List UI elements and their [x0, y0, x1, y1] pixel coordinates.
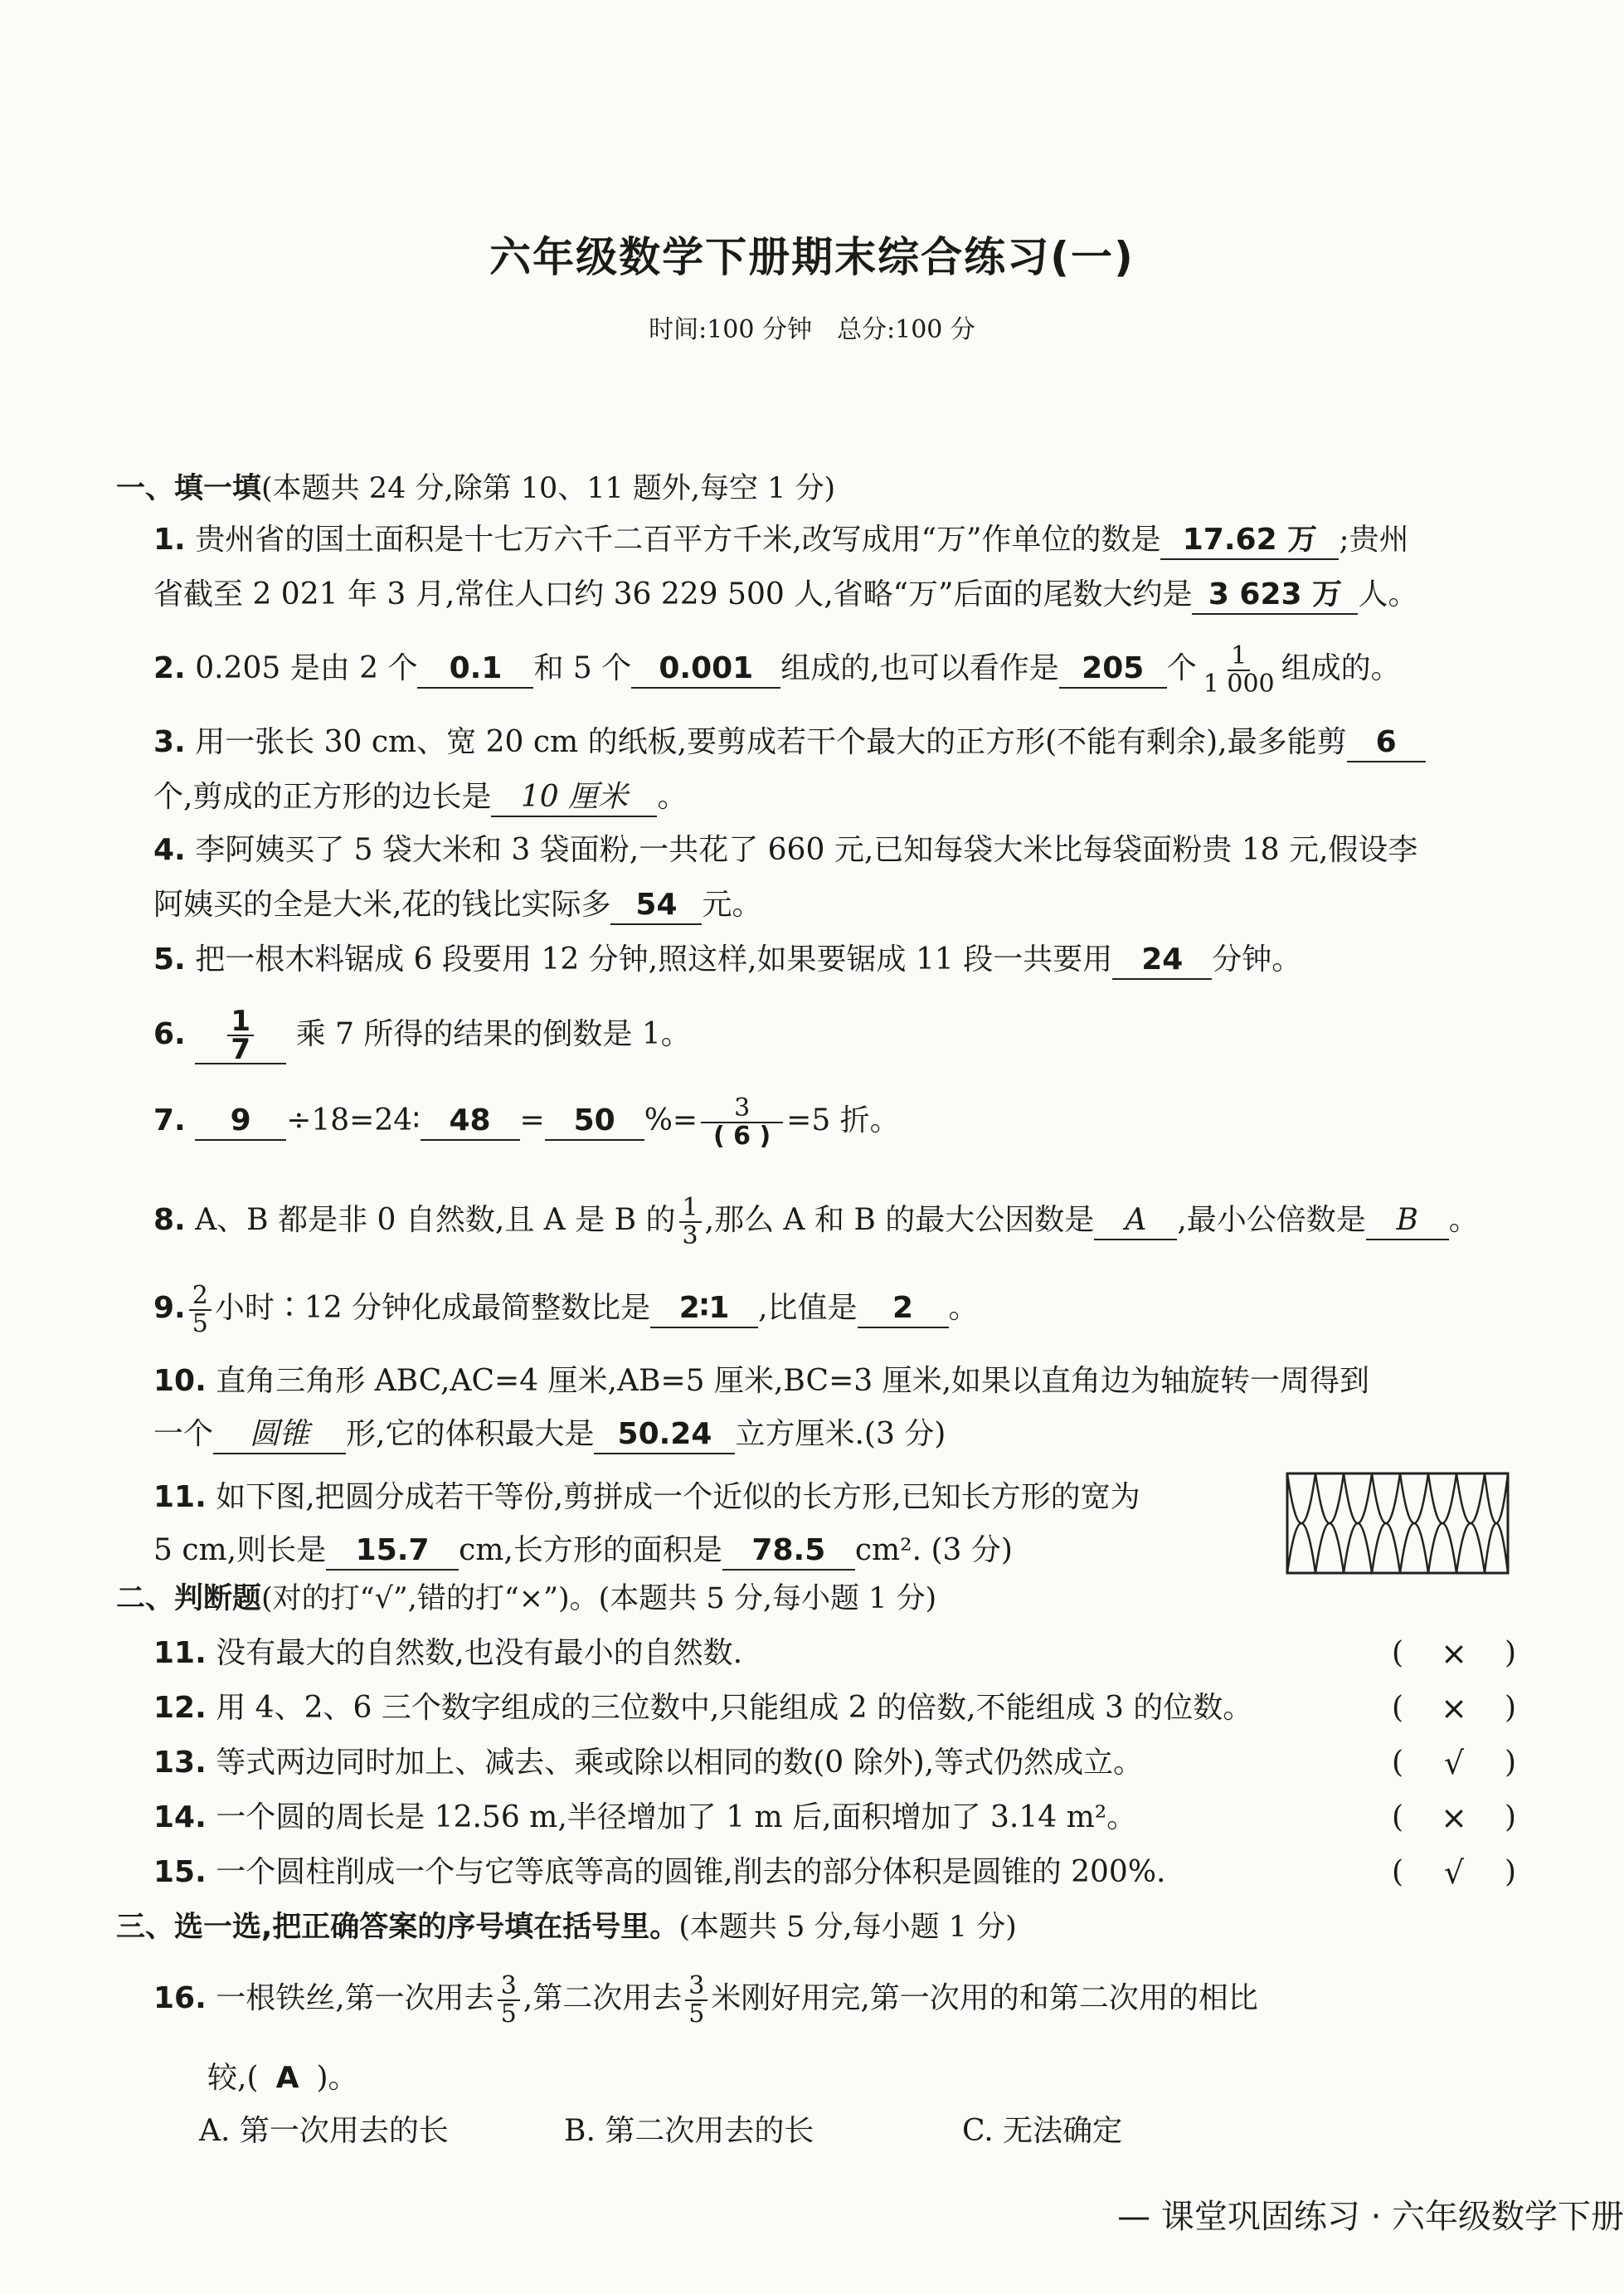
answer-blank	[195, 1005, 286, 1066]
question-text: 5 cm,则长是	[153, 1533, 327, 1567]
judge-mark: ×	[1441, 1635, 1467, 1672]
answer-blank: 2	[858, 1290, 949, 1328]
judge-mark: ×	[1441, 1690, 1467, 1727]
fraction-numerator: 1	[227, 1008, 254, 1036]
question-number: 15.	[153, 1855, 207, 1889]
answer-blank: 78.5	[722, 1532, 855, 1571]
question-number: 13.	[153, 1746, 207, 1780]
question-number: 3.	[153, 725, 186, 759]
section-1-note: (本题共 24 分,除第 10、11 题外,每空 1 分)	[261, 472, 836, 505]
question-text: 一个圆柱削成一个与它等底等高的圆锥,削去的部分体积是圆锥的 200%.	[216, 1855, 1166, 1889]
question-text: 个,剪成的正方形的边长是	[153, 780, 492, 814]
question-text: 等式两边同时加上、减去、乘或除以相同的数(0 除外),等式仍然成立。	[216, 1746, 1144, 1780]
question-number: 11.	[153, 1636, 207, 1670]
judge-answer-box: ( × )	[1392, 1684, 1516, 1732]
question-number: 5.	[153, 942, 186, 977]
section-1-heading: 一、填一填	[116, 472, 262, 505]
question-text: 元。	[702, 888, 762, 922]
page-footer: — 课堂巩固练习 · 六年级数学下册	[1117, 2198, 1624, 2236]
question-text: 组成的。	[1281, 651, 1401, 685]
fraction	[1200, 643, 1278, 698]
fraction-denominator: 5	[688, 1999, 705, 2029]
judge-item	[153, 1629, 1508, 1678]
fraction-denominator: ( 6 )	[713, 1122, 771, 1151]
section-2-header	[116, 1575, 1508, 1623]
option-b: B. 第二次用去的长	[564, 2114, 814, 2148]
choice-answer: A	[275, 2061, 299, 2095]
question-3-line-2	[153, 773, 1508, 821]
question-text: 用一张长 30 cm、宽 20 cm 的纸板,要剪成若干个最大的正方形(不能有剩余),最多能剪	[195, 725, 1347, 759]
question-number: 2.	[153, 651, 186, 685]
question-text: 分钟。	[1212, 942, 1302, 977]
question-text: 立方厘米.(3 分)	[735, 1417, 946, 1451]
answer-blank: 3 623 万	[1192, 577, 1358, 615]
question-text: =5 折。	[786, 1103, 900, 1137]
question-text: 一根铁丝,第一次用去	[216, 1981, 494, 2015]
question-10-line-1	[153, 1357, 1508, 1405]
question-16-line-1	[153, 1973, 1508, 2028]
option-c: C. 无法确定	[962, 2114, 1123, 2148]
judge-item	[153, 1739, 1508, 1787]
judge-mark: √	[1443, 1854, 1465, 1891]
fraction-numerator: 3	[701, 1095, 783, 1123]
question-number: 1.	[153, 523, 186, 557]
question-2	[153, 643, 1508, 698]
question-16-line-2	[207, 2054, 1508, 2102]
question-11-line-2	[153, 1527, 1276, 1575]
question-text: 省截至 2 021 年 3 月,常住人口约 36 229 500 人,省略“万”后面的尾数大约是	[153, 577, 1193, 611]
question-1-line-1	[153, 516, 1508, 564]
fraction	[679, 1195, 702, 1249]
question-text: ,第二次用去	[523, 1981, 683, 2015]
fraction	[701, 1095, 783, 1150]
question-11-line-1	[153, 1473, 1276, 1522]
question-10-line-2	[153, 1410, 1508, 1459]
section-3-header	[116, 1903, 1508, 1951]
fraction	[498, 1973, 520, 2028]
question-text: A、B 都是非 0 自然数,且 A 是 B 的	[195, 1203, 676, 1237]
question-number: 8.	[153, 1203, 186, 1237]
section-2-note: (对的打“√”,错的打“×”)。(本题共 5 分,每小题 1 分)	[261, 1582, 937, 1615]
question-text: 组成的,也可以看作是	[780, 651, 1059, 685]
answer-blank: 54	[610, 887, 702, 925]
question-number: 6.	[153, 1017, 186, 1051]
question-5	[153, 936, 1508, 984]
fraction-denominator: 5	[500, 1999, 517, 2029]
question-number: 14.	[153, 1800, 207, 1834]
fraction-numerator: 3	[498, 1973, 520, 2001]
question-number: 12.	[153, 1691, 207, 1725]
fraction-numerator: 1	[679, 1195, 702, 1223]
question-text: 较,(	[207, 2061, 259, 2095]
question-text: %=	[644, 1103, 698, 1137]
question-text: 米刚好用完,第一次用的和第二次用的相比	[711, 1981, 1258, 2015]
question-3-line-1	[153, 718, 1508, 767]
page-title: 六年级数学下册期末综合练习(一)	[489, 233, 1135, 281]
answer-blank: 48	[421, 1103, 520, 1141]
question-text: cm². (3 分)	[854, 1533, 1013, 1567]
section-1-header	[116, 465, 1508, 513]
question-text: 没有最大的自然数,也没有最小的自然数.	[216, 1636, 743, 1670]
question-text: 直角三角形 ABC,AC=4 厘米,AB=5 厘米,BC=3 厘米,如果以直角边为轴旋转一周得到	[216, 1364, 1370, 1398]
question-text: 一个圆的周长是 12.56 m,半径增加了 1 m 后,面积增加了 3.14 m²。	[216, 1800, 1137, 1834]
question-text: 贵州省的国土面积是十七万六千二百平方千米,改写成用“万”作单位的数是	[195, 523, 1161, 557]
question-number: 9.	[153, 1291, 186, 1325]
circle-rearranged-rectangle-figure	[1284, 1470, 1511, 1576]
question-text: 用 4、2、6 三个数字组成的三位数中,只能组成 2 的倍数,不能组成 3 的位数。	[216, 1691, 1253, 1725]
question-text: 形,它的体积最大是	[346, 1417, 595, 1451]
question-9	[153, 1283, 1508, 1337]
judge-mark: ×	[1441, 1800, 1467, 1836]
answer-blank: 24	[1112, 942, 1212, 980]
question-text: )。	[316, 2061, 358, 2095]
question-text: 。	[1448, 1203, 1479, 1237]
question-text: ,那么 A 和 B 的最大公因数是	[704, 1203, 1095, 1237]
answer-blank: 9	[195, 1103, 286, 1141]
question-text: 人。	[1358, 577, 1418, 611]
fraction-denominator: 3	[682, 1221, 698, 1250]
question-text: cm,长方形的面积是	[459, 1533, 722, 1567]
question-text: 。	[657, 780, 688, 814]
question-8	[153, 1195, 1508, 1249]
fraction-numerator: 3	[685, 1973, 707, 2001]
fraction	[685, 1973, 707, 2028]
question-text: 阿姨买的全是大米,花的钱比实际多	[153, 888, 611, 922]
fraction-numerator: 2	[189, 1283, 212, 1311]
question-text: 小时∶12 分钟化成最简整数比是	[214, 1291, 651, 1325]
fraction-numerator: 1	[1228, 643, 1250, 671]
fraction-denominator: 1 000	[1203, 670, 1275, 699]
question-text: ÷18=24∶	[286, 1103, 421, 1137]
option-a: A. 第一次用去的长	[199, 2114, 449, 2148]
question-text: 李阿姨买了 5 袋大米和 3 袋面粉,一共花了 660 元,已知每袋大米比每袋面粉贵 18 元,假设李	[195, 833, 1418, 867]
question-4-line-2	[153, 881, 1508, 929]
question-number: 11.	[153, 1480, 207, 1514]
answer-blank: 15.7	[326, 1532, 459, 1571]
answer-blank: 50	[545, 1103, 644, 1141]
question-6	[153, 1005, 1508, 1066]
answer-blank: 205	[1059, 650, 1167, 689]
question-number: 7.	[153, 1103, 186, 1137]
question-1-line-2	[153, 571, 1508, 619]
answer-blank: 圆锥	[213, 1416, 346, 1454]
judge-item	[153, 1794, 1508, 1842]
section-3-heading: 三、选一选,把正确答案的序号填在括号里。	[116, 1911, 679, 1944]
fraction	[189, 1283, 212, 1337]
question-text: 乘 7 所得的结果的倒数是 1。	[295, 1017, 691, 1051]
judge-answer-box: ( √ )	[1392, 1848, 1516, 1897]
question-text: ,最小公倍数是	[1177, 1203, 1366, 1237]
question-4-line-1	[153, 826, 1508, 874]
judge-mark: √	[1443, 1745, 1465, 1781]
answer-blank: 6	[1347, 724, 1426, 762]
question-text: ,比值是	[758, 1291, 858, 1325]
question-text: =	[519, 1103, 545, 1137]
question-number: 4.	[153, 833, 186, 867]
fraction-denominator: 7	[231, 1033, 251, 1066]
section-2-heading: 二、判断题	[116, 1582, 262, 1615]
page-subtitle: 时间:100 分钟 总分:100 分	[649, 315, 975, 344]
section-3-note: (本题共 5 分,每小题 1 分)	[678, 1911, 1017, 1944]
answer-blank: 0.001	[631, 650, 780, 689]
answer-blank: 2∶1	[650, 1290, 758, 1328]
question-text: 如下图,把圆分成若干等份,剪拼成一个近似的长方形,已知长方形的宽为	[216, 1480, 1140, 1514]
fraction	[227, 1005, 254, 1066]
judge-answer-box: ( × )	[1392, 1794, 1516, 1842]
fraction-denominator: 5	[192, 1309, 208, 1338]
question-7	[153, 1095, 1508, 1150]
judge-answer-box: ( × )	[1392, 1629, 1516, 1678]
question-text: 把一根木料锯成 6 段要用 12 分钟,照这样,如果要锯成 11 段一共要用	[195, 942, 1113, 977]
judge-answer-box: ( √ )	[1392, 1739, 1516, 1787]
question-text: 。	[948, 1291, 979, 1325]
question-text: 0.205 是由 2 个	[195, 651, 418, 685]
answer-blank: 0.1	[417, 650, 533, 689]
answer-blank: A	[1094, 1202, 1177, 1240]
question-number: 16.	[153, 1981, 207, 2015]
answer-blank: 10 厘米	[491, 779, 657, 817]
judge-item	[153, 1848, 1508, 1897]
answer-blank: 17.62 万	[1160, 522, 1339, 560]
question-text: 一个	[153, 1417, 214, 1451]
question-text: 和 5 个	[533, 651, 632, 685]
judge-item	[153, 1684, 1508, 1732]
answer-blank: 50.24	[594, 1416, 735, 1454]
question-text: ;贵州	[1339, 523, 1409, 557]
question-text: 个	[1166, 651, 1197, 685]
answer-blank: B	[1366, 1202, 1449, 1240]
question-number: 10.	[153, 1364, 207, 1398]
